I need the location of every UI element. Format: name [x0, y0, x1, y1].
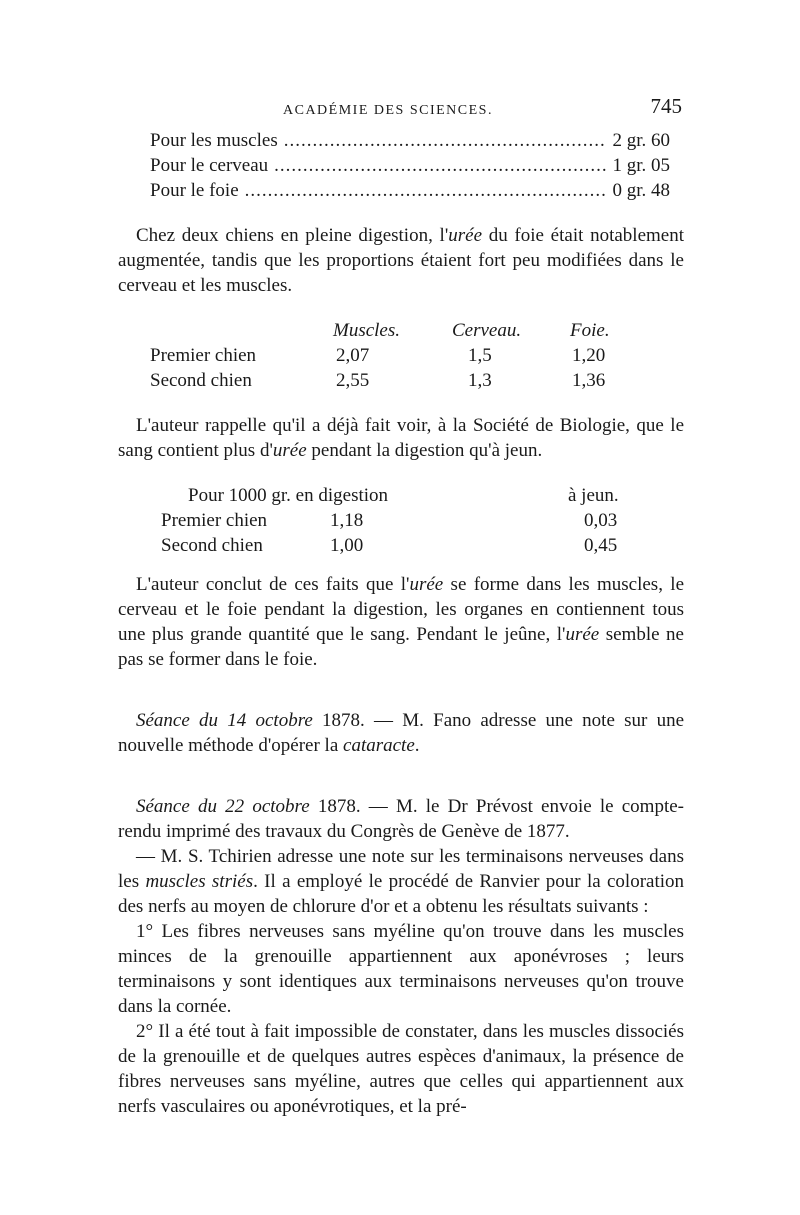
- table-row: [118, 368, 684, 393]
- leader-value: 1 gr. 05: [612, 155, 670, 176]
- paragraph-result-2: 2° Il a été tout à fait impossible de constater, dans les muscles dissociés de la grenouille et de quelques autres espèces d'animaux, la présence de fibres nerveuses sans myéline, autres que celles qui appartiennent aux nerfs vasculaires ou aponévrotiques, et la pré-: [118, 1021, 684, 1117]
- row-label: Second chien: [161, 535, 263, 556]
- cell: 1,5: [468, 345, 492, 366]
- italic-term: urée: [409, 574, 444, 595]
- table-row: [118, 533, 684, 558]
- page: [118, 92, 684, 1119]
- leader-dots: [245, 178, 607, 203]
- leader-row: [150, 178, 670, 203]
- text-run: du foie était notablement augmentée, tandis que les proportions étaient fort peu modifiées dans le cerveau et les muscles.: [118, 225, 685, 296]
- paragraph-tchirien: [118, 844, 684, 919]
- italic-term: cataracte: [343, 735, 415, 756]
- paragraph-seance-14-octobre: [118, 708, 684, 758]
- text-run: 1878. — M. Fano adresse une note sur une nouvelle méthode d'opérer la: [118, 710, 684, 756]
- table-organs: [118, 318, 684, 393]
- row-label: Premier chien: [161, 510, 268, 531]
- col-header: Muscles.: [333, 320, 401, 341]
- table-header-row: [118, 318, 684, 343]
- paragraph-conclusion: [118, 572, 684, 672]
- text-run: — M. S. Tchirien adresse une note sur les terminaisons nerveuses dans les: [118, 846, 684, 892]
- leader-row: [150, 153, 670, 178]
- leader-label: Pour le cerveau: [150, 155, 269, 176]
- text-run: L'auteur conclut de ces faits que l': [136, 574, 410, 595]
- cell: 1,3: [468, 370, 492, 391]
- text-run: semble ne pas se former dans le foie.: [118, 624, 684, 670]
- col-header: Foie.: [570, 320, 610, 341]
- text-run: L'auteur rappelle qu'il a déjà fait voir, à la Société de Biologie, que le sang contient plus d': [118, 415, 684, 461]
- seance-date: Séance du 14 octobre: [136, 710, 313, 731]
- paragraph-result-1: 1° Les fibres nerveuses sans myéline qu'on trouve dans les muscles minces de la grenouille appartiennent aux aponévroses ; leurs terminaisons y sont identiques aux terminaisons nerveuses qu'on trouve dans la cornée.: [118, 921, 684, 1017]
- text-run: Chez deux chiens en pleine digestion, l': [136, 225, 449, 246]
- text-run: 1878. — M. le Dr Prévost envoie le compte-rendu imprimé des travaux du Congrès de Genève de 1877.: [118, 796, 685, 842]
- italic-term: urée: [565, 624, 600, 645]
- cell: 2,07: [336, 345, 370, 366]
- seance-date: Séance du 22 octobre: [136, 796, 310, 817]
- row-label: Premier chien: [150, 345, 257, 366]
- col-header: à jeun.: [568, 485, 619, 506]
- col-header: Pour 1000 gr. en digestion: [188, 485, 389, 506]
- italic-term: urée: [272, 440, 307, 461]
- header-title: ACADÉMIE DES SCIENCES.: [283, 103, 493, 118]
- paragraph-digestion: [118, 223, 684, 298]
- cell: 0,03: [584, 510, 618, 531]
- leader-dots: [284, 128, 607, 153]
- text-run: se forme dans les muscles, le cerveau et le foie pendant la digestion, les organes en contiennent tous une plus grande quantité que le sang. Pendant le jeûne, l': [118, 574, 684, 645]
- italic-term: muscles striés: [145, 871, 254, 892]
- paragraph-seance-22-octobre: [118, 794, 684, 844]
- table-row: [118, 508, 684, 533]
- table-blood: [118, 483, 684, 558]
- text-run: pendant la digestion qu'à jeun.: [306, 440, 543, 461]
- leader-label: Pour les muscles: [150, 130, 278, 151]
- table-row: [118, 343, 684, 368]
- cell: 1,20: [572, 345, 606, 366]
- leader-list: [150, 128, 670, 203]
- cell: 1,00: [330, 535, 364, 556]
- leader-row: [150, 128, 670, 153]
- page-number: 745: [650, 94, 682, 118]
- text-run: .: [414, 735, 420, 756]
- italic-term: urée: [448, 225, 483, 246]
- row-label: Second chien: [150, 370, 252, 391]
- leader-label: Pour le foie: [150, 180, 239, 201]
- cell: 0,45: [584, 535, 618, 556]
- text-run: . Il a employé le procédé de Ranvier pour la coloration des nerfs au moyen de chlorure d'or et a obtenu les résultats suivants :: [118, 871, 685, 917]
- leader-value: 2 gr. 60: [612, 130, 670, 151]
- table-header-row: [118, 483, 684, 508]
- cell: 1,18: [330, 510, 364, 531]
- paragraph-blood: [118, 413, 684, 463]
- leader-value: 0 gr. 48: [612, 180, 670, 201]
- cell: 2,55: [336, 370, 370, 391]
- cell: 1,36: [572, 370, 606, 391]
- running-header: [118, 92, 684, 128]
- leader-dots: [274, 153, 606, 178]
- col-header: Cerveau.: [452, 320, 522, 341]
